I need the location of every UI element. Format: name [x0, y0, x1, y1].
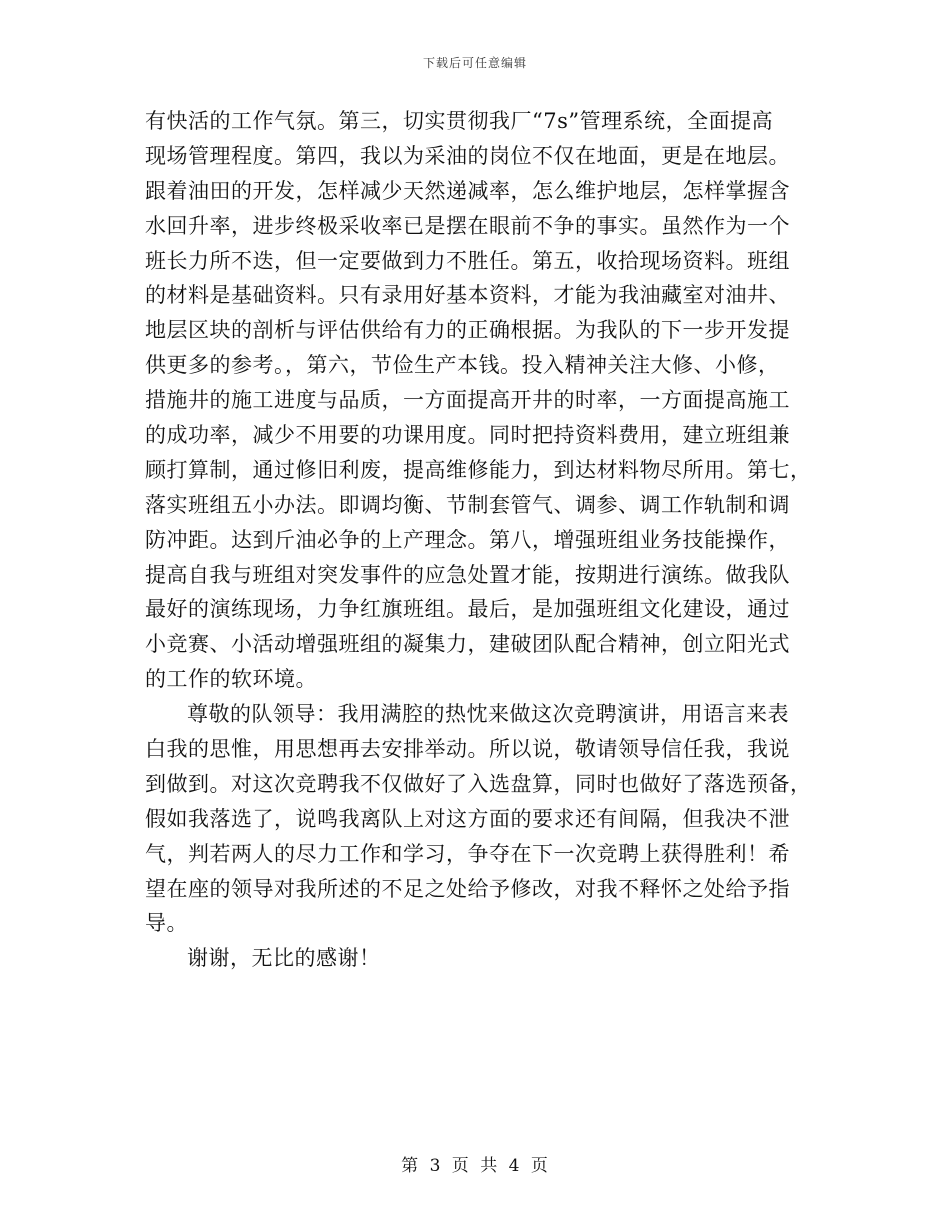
- text-line: 白我的思惟，用思想再去安排举动。所以说，敬请领导信任我，我说: [145, 737, 790, 762]
- text-line: 落实班组五小办法。即调均衡、节制套管气、调参、调工作轨制和调: [145, 492, 790, 517]
- text-line: 水回升率，进步终极采收率已是摆在眼前不争的事实。虽然作为一个: [145, 213, 790, 238]
- text-line: 跟着油田的开发，怎样减少天然递减率，怎么维护地层，怎样掌握含: [145, 178, 790, 203]
- text-line: 顾打算制，通过修旧利废，提高维修能力，到达材料物尽所用。第七，: [145, 457, 812, 482]
- text-line: 小竞赛、小活动增强班组的凝集力，建破团队配合精神，创立阳光式: [145, 632, 790, 657]
- text-line: 的成功率，减少不用要的功课用度。同时把持资料费用，建立班组兼: [145, 423, 790, 448]
- text-line: 最好的演练现场，力争红旗班组。最后，是加强班组文化建设，通过: [145, 597, 790, 622]
- document-body: [145, 104, 812, 976]
- text-line: 的工作的软环境。: [145, 667, 317, 692]
- text-line: 措施井的施工进度与品质，一方面提高开井的时率，一方面提高施工: [145, 388, 790, 413]
- text-line: 到做到。对这次竞聘我不仅做好了入选盘算，同时也做好了落选预备，: [145, 771, 812, 796]
- text-line: 望在座的领导对我所述的不足之处给予修改，对我不释怀之处给予指: [145, 876, 790, 901]
- text-line: 提高自我与班组对突发事件的应急处置才能，按期进行演练。做我队: [145, 562, 790, 587]
- closing-line: 谢谢，无比的感谢！: [187, 946, 381, 971]
- text-line: 地层区块的剖析与评估供给有力的正确根据。为我队的下一步开发提: [145, 318, 790, 343]
- text-line: 班长力所不迭，但一定要做到力不胜任。第五，收拾现场资料。班组: [145, 248, 790, 273]
- paragraph-start-line: 尊敬的队领导：我用满腔的热忱来做这次竞聘演讲，用语言来表: [187, 702, 789, 727]
- text-line: 假如我落选了，说鸣我离队上对这方面的要求还有间隔，但我决不泄: [145, 806, 790, 831]
- page-number-footer: 第 3 页 共 4 页: [401, 1156, 549, 1176]
- text-line: 的材料是基础资料。只有录用好基本资料，才能为我油藏室对油井、: [145, 283, 790, 308]
- text-line: 导。: [145, 911, 188, 936]
- text-line: 气，判若两人的尽力工作和学习，争夺在下一次竞聘上获得胜利！希: [145, 841, 790, 866]
- text-line: 供更多的参考。，第六，节俭生产本钱。投入精神关注大修、小修，: [145, 353, 780, 378]
- page-header: 下载后可任意编辑: [422, 56, 527, 70]
- text-line: 有快活的工作气氛。第三，切实贯彻我厂“7s”管理系统，全面提高: [145, 109, 774, 133]
- text-line: 现场管理程度。第四，我以为采油的岗位不仅在地面，更是在地层。: [145, 143, 790, 168]
- text-line: 防冲距。达到斤油必争的上产理念。第八，增强班组业务技能操作，: [145, 527, 790, 552]
